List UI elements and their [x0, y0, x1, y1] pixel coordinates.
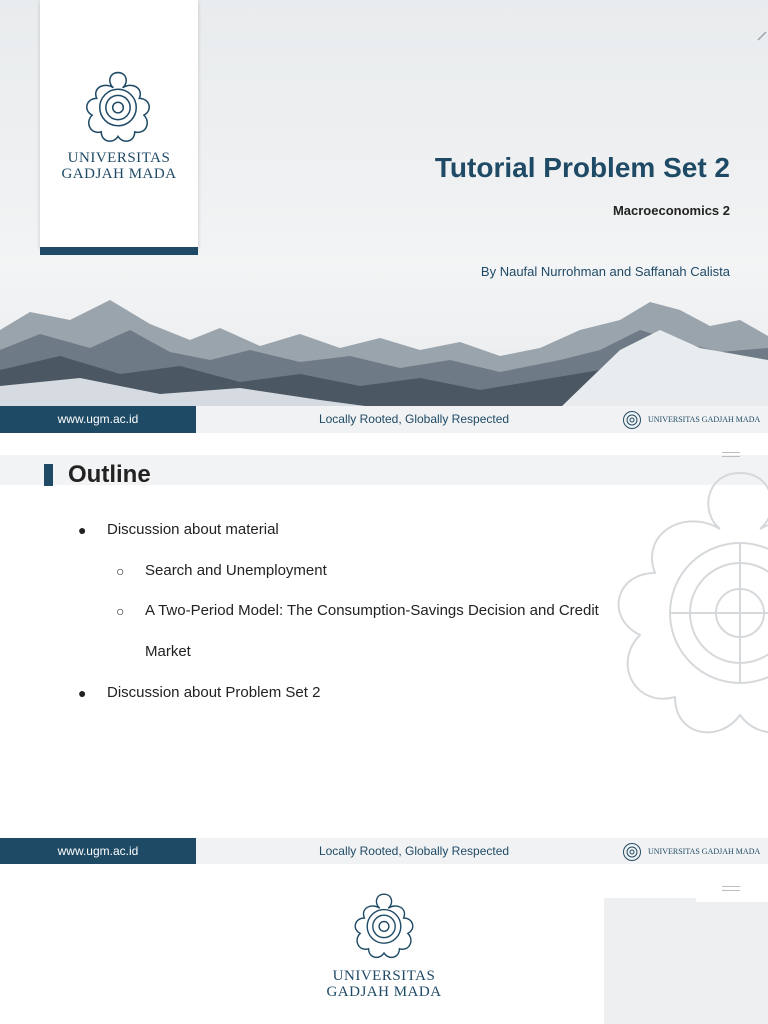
- footer-url[interactable]: www.ugm.ac.id: [0, 838, 196, 865]
- logo-card-accent-bar: [40, 247, 198, 255]
- slide-footer: [0, 406, 768, 433]
- outline-item-problem-set: Discussion about Problem Set 2: [107, 684, 321, 701]
- sub-bullet-circle: ○: [116, 603, 125, 619]
- outline-subitem-two-period-cont: Market: [145, 643, 191, 660]
- footer-university-name: UNIVERSITAS GADJAH MADA: [648, 847, 761, 856]
- footer-tagline: Locally Rooted, Globally Respected: [318, 844, 510, 858]
- outline-item-material: Discussion about material: [107, 521, 279, 538]
- menu-icon: [722, 886, 740, 894]
- university-name-line2: GADJAH MADA: [61, 166, 177, 182]
- footer-tagline: Locally Rooted, Globally Respected: [318, 412, 510, 426]
- bullet-dot: ●: [78, 685, 87, 701]
- outline-subitem-two-period: A Two-Period Model: The Consumption-Savings Decision and Credit: [145, 602, 599, 619]
- bullet-dot: ●: [78, 522, 87, 538]
- university-name-line2: GADJAH MADA: [326, 984, 442, 1000]
- course-subtitle: Macroeconomics 2: [612, 203, 730, 218]
- ugm-mini-seal-icon: [622, 410, 642, 430]
- presentation-title: Tutorial Problem Set 2: [434, 152, 730, 183]
- outline-heading: Outline: [68, 461, 151, 488]
- ugm-mini-seal-icon: [622, 842, 642, 862]
- outline-slide: [0, 433, 768, 837]
- corner-mark-icon: [756, 30, 768, 42]
- university-name-line1: UNIVERSITAS: [67, 150, 171, 166]
- footer-url[interactable]: www.ugm.ac.id: [0, 406, 196, 433]
- closing-slide: [0, 864, 768, 1024]
- university-name-line1: UNIVERSITAS: [332, 968, 436, 984]
- heading-marker: [44, 464, 53, 486]
- background-panel: [604, 898, 768, 1024]
- footer-university-name: UNIVERSITAS GADJAH MADA: [648, 415, 761, 424]
- ugm-seal-icon: [349, 890, 419, 960]
- title-slide: [0, 0, 768, 433]
- slide-footer: [0, 838, 768, 865]
- sub-bullet-circle: ○: [116, 563, 125, 579]
- authors-line: By Naufal Nurrohman and Saffanah Calista: [480, 264, 730, 279]
- ugm-seal-icon: [80, 68, 156, 144]
- panel-corner: [696, 864, 768, 902]
- mountain-landscape: [0, 290, 768, 408]
- ugm-watermark-ornament-icon: [600, 463, 768, 783]
- outline-subitem-search: Search and Unemployment: [145, 562, 327, 579]
- menu-icon: [722, 452, 740, 460]
